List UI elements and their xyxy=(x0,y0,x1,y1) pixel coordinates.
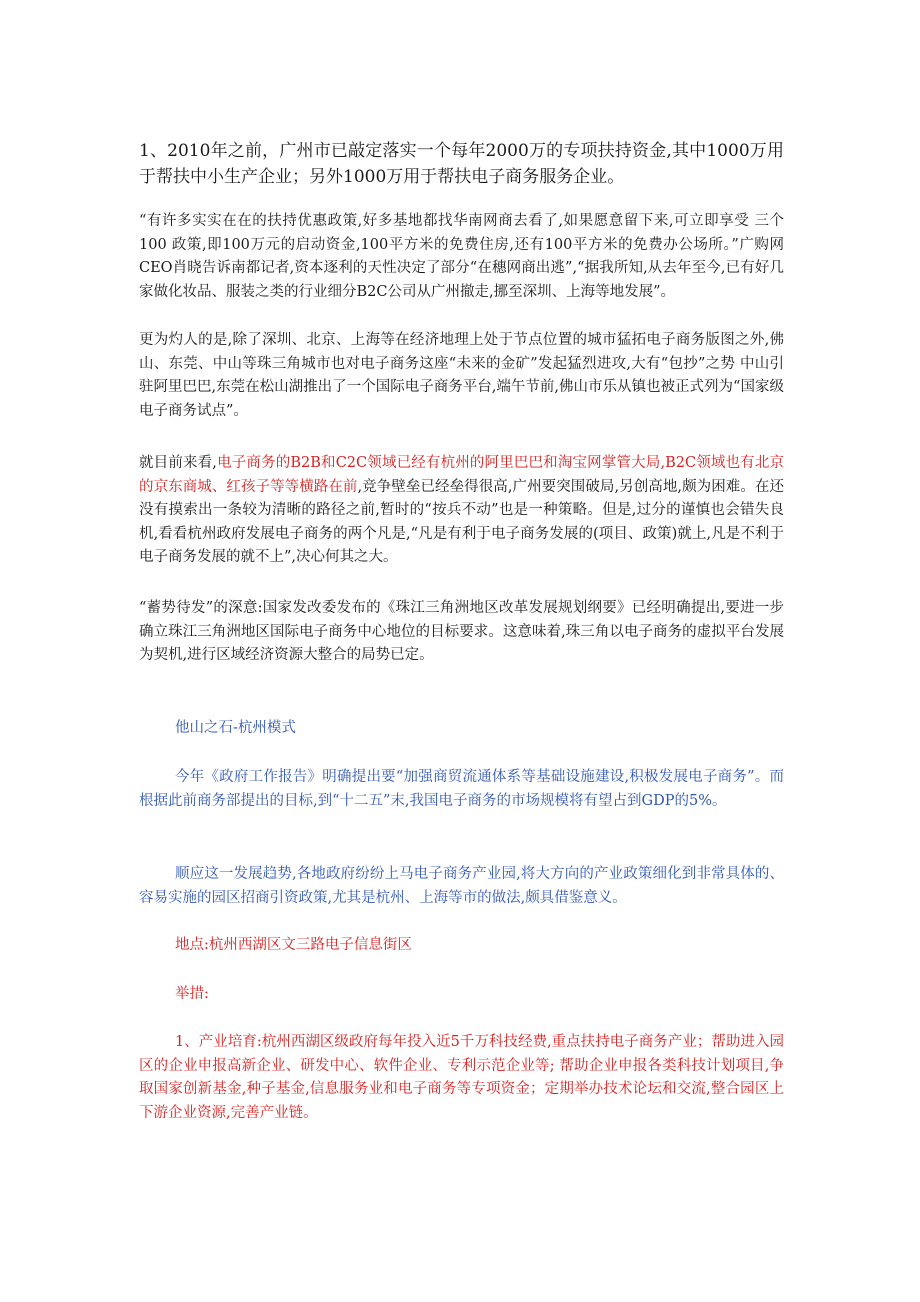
paragraph-5: 今年《政府工作报告》明确提出要“加强商贸流通体系等基础设施建设,积极发展电子商务”。而根据此前商务部提出的目标,到“十二五”末,我国电子商务的市场规模将有望占到GDP的5%。 xyxy=(139,769,784,809)
measure-item-1: 1、产业培育:杭州西湖区级政府每年投入近5千万科技经费,重点扶持电子商务产业；帮助进入园区的企业申报高新企业、研发中心、软件企业、专利示范企业等; 帮助企业申报各类科技计划项目,争取国家创新基金,种子基金,信息服务业和电子商务等专项资金；定期举办技术论坛和交流,整合园区上下游企业资源,完善产业链。 xyxy=(139,1034,784,1121)
paragraph-1: “有许多实实在在的扶持优惠政策,好多基地都找华南网商去看了,如果愿意留下来,可立即享受 三个100 政策,即100万元的启动资金,100平方米的免费住房,还有100平方米的免费办公场所。”广购网CEO肖晓告诉南都记者,资本逐利的天性决定了部分“在穗网商出逃”,“据我所知,从去年至今,已有好几家做化妆品、服装之类的行业细分B2C公司从广州撤走,挪至深圳、上海等地发展”。 xyxy=(139,213,784,300)
paragraph-3 xyxy=(139,452,784,570)
measures-label: 举措: xyxy=(175,986,209,1002)
paragraph-3-rest: ,竞争壁垒已经垒得很高,广州要突围破局,另创高地,颇为困难。在还没有摸索出一条较为清晰的路径之前,暂时的“按兵不动”也是一种策略。但是,过分的谨慎也会错失良机,看看杭州政府发展电子商务的两个凡是,“凡是有利于电子商务发展的(项目、政策)就上,凡是不利于电子商务发展的就不上”,决心何其之大。 xyxy=(139,478,784,565)
paragraph-2 xyxy=(139,329,784,423)
paragraph-2-text: 更为灼人的是,除了深圳、北京、上海等在经济地理上处于节点位置的城市猛拓电子商务版图之外,佛山、东莞、中山等珠三角城市也对电子商务这座“未来的金矿”发起猛烈进攻,大有“包抄”之势 中山引驻阿里巴巴,东莞在松山湖推出了一个国际电子商务平台,端午节前,佛山市乐从镇也被正式列为“国家级电子商务试点”。 xyxy=(139,332,784,419)
paragraph-3-prefix: 就目前来看, xyxy=(139,455,217,471)
paragraph-3-highlight: 电子商务的B2B和C2C领域已经有杭州的阿里巴巴和淘宝网掌管大局,B2C领域也有北京的京东商城、红孩子等等横路在前 xyxy=(139,455,784,495)
location-line: 地点:杭州西湖区文三路电子信息街区 xyxy=(175,937,412,953)
paragraph-4: “蓄势待发”的深意:国家发改委发布的《珠江三角洲地区改革发展规划纲要》已经明确提出,要进一步确立珠江三角洲地区国际电子商务中心地位的目标要求。这意味着,珠三角以电子商务的虚拟平台发展为契机,进行区域经济资源大整合的局势已定。 xyxy=(139,600,784,663)
section-title: 他山之石-杭州模式 xyxy=(175,720,296,736)
paragraph-6: 顺应这一发展趋势,各地政府纷纷上马电子商务产业园,将大方向的产业政策细化到非常具体的、容易实施的园区招商引资政策,尤其是杭州、上海等市的做法,颇具借鉴意义。 xyxy=(139,866,784,906)
doc-heading: 1、2010年之前，广州市已敲定落实一个每年2000万的专项扶持资金,其中1000万用于帮扶中小生产企业；另外1000万用于帮扶电子商务服务企业。 xyxy=(139,141,784,187)
